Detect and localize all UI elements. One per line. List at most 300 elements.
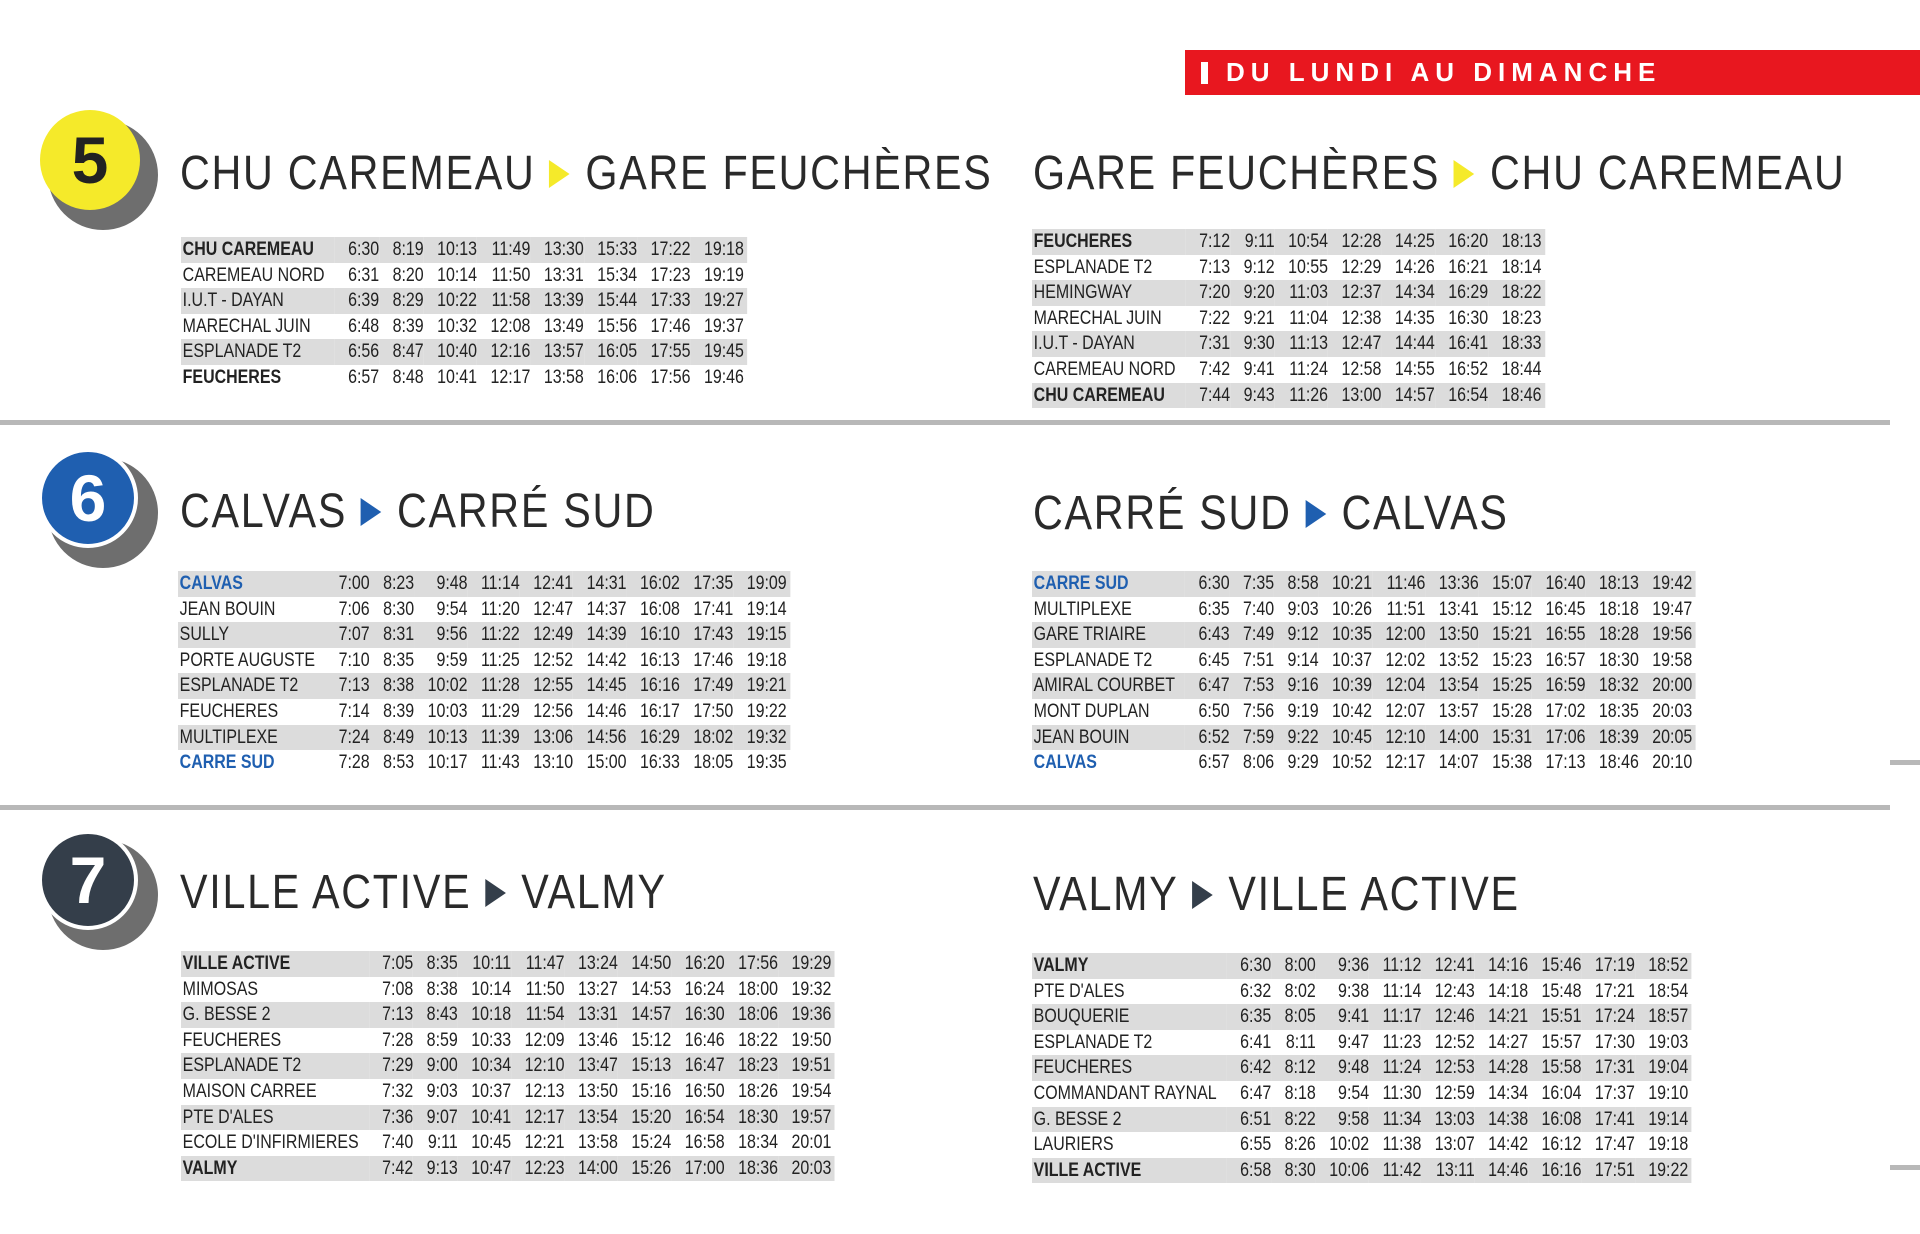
departure-time: 11:42 xyxy=(1369,1158,1421,1184)
departure-time: 17:46 xyxy=(637,314,690,340)
timetable-row xyxy=(181,951,835,977)
departure-time: 14:25 xyxy=(1381,229,1434,255)
departure-time: 15:16 xyxy=(618,1079,671,1105)
departure-time: 9:38 xyxy=(1316,979,1369,1005)
departure-time: 13:00 xyxy=(1328,383,1381,409)
departure-time: 17:56 xyxy=(725,951,778,977)
departure-time: 16:41 xyxy=(1435,331,1488,357)
departure-time: 7:12 xyxy=(1186,229,1231,255)
departure-time: 10:26 xyxy=(1319,597,1372,623)
departure-time: 12:17 xyxy=(477,365,530,391)
banner-bar xyxy=(1201,62,1208,84)
departure-time: 11:46 xyxy=(1372,571,1425,597)
stop-name: MAISON CARREE xyxy=(181,1079,369,1105)
days-banner xyxy=(1185,50,1920,95)
line-5-outbound-timetable xyxy=(181,237,747,391)
departure-time: 11:29 xyxy=(468,699,520,725)
stop-name: CARRE SUD xyxy=(1032,571,1185,597)
stop-name: ESPLANADE T2 xyxy=(181,339,335,365)
departure-time: 11:49 xyxy=(477,237,530,263)
direction-arrow-icon xyxy=(549,160,570,188)
departure-time: 6:42 xyxy=(1227,1055,1272,1081)
departure-time: 13:27 xyxy=(565,977,618,1003)
timetable-row xyxy=(1032,1158,1692,1184)
departure-time: 14:28 xyxy=(1475,1055,1528,1081)
departure-time: 13:46 xyxy=(565,1028,618,1054)
departure-time: 12:28 xyxy=(1328,229,1381,255)
line-number: 7 xyxy=(69,843,107,917)
departure-time: 12:47 xyxy=(1328,331,1381,357)
timetable-row xyxy=(1032,1004,1692,1030)
departure-time: 16:40 xyxy=(1532,571,1585,597)
departure-time: 8:53 xyxy=(370,750,415,776)
departure-time: 6:55 xyxy=(1227,1132,1272,1158)
departure-time: 8:12 xyxy=(1271,1055,1316,1081)
timetable-row xyxy=(181,977,835,1003)
from-stop: GARE FEUCHÈRES xyxy=(1033,147,1441,200)
departure-time: 8:38 xyxy=(370,673,415,699)
departure-time: 11:14 xyxy=(1369,979,1421,1005)
stop-name: FEUCHERES xyxy=(181,365,335,391)
departure-time: 6:43 xyxy=(1185,622,1230,648)
departure-time: 10:18 xyxy=(458,1002,511,1028)
departure-time: 14:44 xyxy=(1381,331,1434,357)
departure-time: 17:31 xyxy=(1581,1055,1634,1081)
departure-time: 6:50 xyxy=(1185,699,1230,725)
timetable-row xyxy=(1032,229,1545,255)
departure-time: 17:46 xyxy=(680,648,733,674)
departure-time: 16:55 xyxy=(1532,622,1585,648)
departure-time: 12:10 xyxy=(1372,725,1425,751)
departure-time: 13:36 xyxy=(1425,571,1478,597)
departure-time: 10:33 xyxy=(458,1028,511,1054)
timetable-row xyxy=(181,1002,835,1028)
to-stop: VALMY xyxy=(521,866,667,919)
departure-time: 19:04 xyxy=(1635,1055,1692,1081)
departure-time: 18:22 xyxy=(725,1028,778,1054)
departure-time: 14:34 xyxy=(1381,280,1434,306)
departure-time: 11:50 xyxy=(477,263,530,289)
departure-time: 7:13 xyxy=(1186,255,1231,281)
timetable-row xyxy=(178,699,790,725)
departure-time: 11:12 xyxy=(1369,953,1421,979)
stop-name: CALVAS xyxy=(178,571,325,597)
departure-time: 14:31 xyxy=(573,571,626,597)
timetable-row xyxy=(1032,255,1545,281)
departure-time: 15:31 xyxy=(1479,725,1532,751)
timetable-row xyxy=(178,750,790,776)
departure-time: 6:47 xyxy=(1227,1081,1272,1107)
departure-time: 19:42 xyxy=(1639,571,1696,597)
departure-time: 19:09 xyxy=(733,571,790,597)
departure-time: 9:47 xyxy=(1316,1030,1369,1056)
stop-name: PTE D'ALES xyxy=(181,1105,369,1131)
departure-time: 7:53 xyxy=(1230,673,1275,699)
departure-time: 9:30 xyxy=(1230,331,1275,357)
departure-time: 17:43 xyxy=(680,622,733,648)
departure-time: 16:52 xyxy=(1435,357,1488,383)
departure-time: 19:14 xyxy=(1635,1107,1692,1133)
stop-name: VILLE ACTIVE xyxy=(1032,1158,1227,1184)
departure-time: 11:14 xyxy=(468,571,520,597)
departure-time: 12:08 xyxy=(477,314,530,340)
edge-tick xyxy=(1890,760,1920,765)
departure-time: 12:21 xyxy=(511,1130,564,1156)
departure-time: 12:49 xyxy=(520,622,573,648)
departure-time: 10:45 xyxy=(458,1130,511,1156)
departure-time: 12:10 xyxy=(511,1053,564,1079)
departure-time: 9:03 xyxy=(413,1079,458,1105)
from-stop: VILLE ACTIVE xyxy=(180,866,472,919)
departure-time: 15:57 xyxy=(1528,1030,1581,1056)
departure-time: 19:45 xyxy=(691,339,748,365)
departure-time: 15:44 xyxy=(584,288,637,314)
departure-time: 14:37 xyxy=(573,597,626,623)
timetable-row xyxy=(178,622,790,648)
departure-time: 11:17 xyxy=(1369,1004,1421,1030)
departure-time: 16:29 xyxy=(1435,280,1488,306)
departure-time: 6:56 xyxy=(335,339,380,365)
departure-time: 8:20 xyxy=(379,263,424,289)
departure-time: 16:45 xyxy=(1532,597,1585,623)
line-6-inbound-timetable xyxy=(1032,571,1696,776)
departure-time: 16:08 xyxy=(627,597,680,623)
departure-time: 12:37 xyxy=(1328,280,1381,306)
departure-time: 19:18 xyxy=(733,648,790,674)
departure-time: 9:22 xyxy=(1274,725,1319,751)
departure-time: 19:14 xyxy=(733,597,790,623)
timetable-row xyxy=(181,1028,835,1054)
departure-time: 16:02 xyxy=(627,571,680,597)
departure-time: 15:28 xyxy=(1479,699,1532,725)
departure-time: 15:46 xyxy=(1528,953,1581,979)
departure-time: 9:12 xyxy=(1230,255,1275,281)
line-7-badge xyxy=(38,830,138,930)
departure-time: 16:57 xyxy=(1532,648,1585,674)
timetable-row xyxy=(1032,979,1692,1005)
departure-time: 15:51 xyxy=(1528,1004,1581,1030)
departure-time: 13:10 xyxy=(520,750,573,776)
departure-time: 17:21 xyxy=(1581,979,1634,1005)
stop-name: ESPLANADE T2 xyxy=(1032,1030,1227,1056)
departure-time: 12:43 xyxy=(1421,979,1474,1005)
departure-time: 9:16 xyxy=(1274,673,1319,699)
departure-time: 9:43 xyxy=(1230,383,1275,409)
timetable-row xyxy=(1032,383,1545,409)
departure-time: 16:59 xyxy=(1532,673,1585,699)
departure-time: 8:39 xyxy=(379,314,424,340)
departure-time: 11:20 xyxy=(468,597,520,623)
stop-name: CAREMEAU NORD xyxy=(1032,357,1186,383)
departure-time: 17:35 xyxy=(680,571,733,597)
departure-time: 14:42 xyxy=(1475,1132,1528,1158)
departure-time: 16:10 xyxy=(627,622,680,648)
departure-time: 18:57 xyxy=(1635,1004,1692,1030)
departure-time: 14:38 xyxy=(1475,1107,1528,1133)
departure-time: 13:50 xyxy=(565,1079,618,1105)
departure-time: 9:00 xyxy=(413,1053,458,1079)
departure-time: 14:56 xyxy=(573,725,626,751)
departure-time: 10:21 xyxy=(1319,571,1372,597)
departure-time: 19:57 xyxy=(778,1105,835,1131)
departure-time: 19:32 xyxy=(778,977,835,1003)
timetable-row xyxy=(1032,597,1696,623)
line-5-heading-outbound xyxy=(180,146,993,201)
departure-time: 10:34 xyxy=(458,1053,511,1079)
departure-time: 17:30 xyxy=(1581,1030,1634,1056)
stop-name: FEUCHERES xyxy=(178,699,325,725)
timetable-row xyxy=(181,339,747,365)
departure-time: 16:20 xyxy=(1435,229,1488,255)
timetable-row xyxy=(181,1053,835,1079)
departure-time: 19:03 xyxy=(1635,1030,1692,1056)
departure-time: 8:26 xyxy=(1271,1132,1316,1158)
departure-time: 19:54 xyxy=(778,1079,835,1105)
departure-time: 11:54 xyxy=(511,1002,564,1028)
departure-time: 18:30 xyxy=(725,1105,778,1131)
departure-time: 9:56 xyxy=(414,622,467,648)
departure-time: 14:00 xyxy=(1425,725,1478,751)
departure-time: 9:59 xyxy=(414,648,467,674)
departure-time: 10:03 xyxy=(414,699,467,725)
timetable-row xyxy=(1032,357,1545,383)
departure-time: 11:30 xyxy=(1369,1081,1421,1107)
timetable-row xyxy=(1032,673,1696,699)
departure-time: 19:21 xyxy=(733,673,790,699)
timetable-row xyxy=(1032,750,1696,776)
departure-time: 17:24 xyxy=(1581,1004,1634,1030)
departure-time: 7:36 xyxy=(369,1105,414,1131)
departure-time: 8:19 xyxy=(379,237,424,263)
departure-time: 13:39 xyxy=(530,288,583,314)
departure-time: 12:55 xyxy=(520,673,573,699)
departure-time: 9:58 xyxy=(1316,1107,1369,1133)
timetable-row xyxy=(181,1130,835,1156)
departure-time: 16:54 xyxy=(1435,383,1488,409)
departure-time: 12:46 xyxy=(1421,1004,1474,1030)
departure-time: 14:55 xyxy=(1381,357,1434,383)
departure-time: 9:03 xyxy=(1274,597,1319,623)
departure-time: 19:47 xyxy=(1639,597,1696,623)
departure-time: 10:41 xyxy=(458,1105,511,1131)
departure-time: 12:52 xyxy=(520,648,573,674)
line-5-badge xyxy=(40,110,140,210)
departure-time: 17:06 xyxy=(1532,725,1585,751)
departure-time: 8:00 xyxy=(1271,953,1316,979)
departure-time: 7:40 xyxy=(1230,597,1275,623)
departure-time: 18:23 xyxy=(725,1053,778,1079)
departure-time: 9:11 xyxy=(413,1130,458,1156)
departure-time: 8:47 xyxy=(379,339,424,365)
departure-time: 11:25 xyxy=(468,648,520,674)
departure-time: 15:00 xyxy=(573,750,626,776)
departure-time: 11:03 xyxy=(1275,280,1328,306)
departure-time: 7:20 xyxy=(1186,280,1231,306)
departure-time: 18:02 xyxy=(680,725,733,751)
line-6-heading-inbound xyxy=(1033,486,1509,541)
departure-time: 8:49 xyxy=(370,725,415,751)
departure-time: 20:00 xyxy=(1639,673,1696,699)
departure-time: 18:32 xyxy=(1585,673,1638,699)
timetable-row xyxy=(1032,648,1696,674)
departure-time: 12:23 xyxy=(511,1156,564,1182)
departure-time: 9:48 xyxy=(414,571,467,597)
departure-time: 8:59 xyxy=(413,1028,458,1054)
from-stop: CHU CAREMEAU xyxy=(180,147,536,200)
departure-time: 8:18 xyxy=(1271,1081,1316,1107)
departure-time: 15:13 xyxy=(618,1053,671,1079)
departure-time: 11:23 xyxy=(1369,1030,1421,1056)
departure-time: 16:30 xyxy=(671,1002,724,1028)
departure-time: 7:42 xyxy=(369,1156,414,1182)
departure-time: 18:39 xyxy=(1585,725,1638,751)
departure-time: 12:09 xyxy=(511,1028,564,1054)
departure-time: 8:05 xyxy=(1271,1004,1316,1030)
departure-time: 7:08 xyxy=(369,977,414,1003)
departure-time: 8:02 xyxy=(1271,979,1316,1005)
departure-time: 18:30 xyxy=(1585,648,1638,674)
departure-time: 16:16 xyxy=(627,673,680,699)
departure-time: 18:28 xyxy=(1585,622,1638,648)
departure-time: 11:04 xyxy=(1275,306,1328,332)
departure-time: 19:22 xyxy=(1635,1158,1692,1184)
direction-arrow-icon xyxy=(1454,160,1475,188)
departure-time: 11:26 xyxy=(1275,383,1328,409)
departure-time: 18:34 xyxy=(725,1130,778,1156)
departure-time: 10:35 xyxy=(1319,622,1372,648)
departure-time: 10:32 xyxy=(424,314,477,340)
departure-time: 10:45 xyxy=(1319,725,1372,751)
departure-time: 12:02 xyxy=(1372,648,1425,674)
to-stop: VILLE ACTIVE xyxy=(1228,868,1520,921)
departure-time: 13:49 xyxy=(530,314,583,340)
timetable-row xyxy=(1032,1132,1692,1158)
stop-name: ESPLANADE T2 xyxy=(178,673,325,699)
stop-name: COMMANDANT RAYNAL xyxy=(1032,1081,1227,1107)
departure-time: 6:47 xyxy=(1185,673,1230,699)
departure-time: 7:14 xyxy=(325,699,370,725)
departure-time: 18:26 xyxy=(725,1079,778,1105)
stop-name: CHU CAREMEAU xyxy=(1032,383,1186,409)
departure-time: 15:34 xyxy=(584,263,637,289)
stop-name: VILLE ACTIVE xyxy=(181,951,369,977)
departure-time: 14:50 xyxy=(618,951,671,977)
to-stop: CALVAS xyxy=(1341,487,1509,540)
departure-time: 16:58 xyxy=(671,1130,724,1156)
departure-time: 19:22 xyxy=(733,699,790,725)
stop-name: AMIRAL COURBET xyxy=(1032,673,1185,699)
timetable-row xyxy=(181,1156,835,1182)
departure-time: 16:12 xyxy=(1528,1132,1581,1158)
departure-time: 17:19 xyxy=(1581,953,1634,979)
departure-time: 11:13 xyxy=(1275,331,1328,357)
departure-time: 7:13 xyxy=(325,673,370,699)
departure-time: 13:03 xyxy=(1421,1107,1474,1133)
departure-time: 7:10 xyxy=(325,648,370,674)
departure-time: 14:46 xyxy=(1475,1158,1528,1184)
departure-time: 8:06 xyxy=(1230,750,1275,776)
departure-time: 18:35 xyxy=(1585,699,1638,725)
departure-time: 11:39 xyxy=(468,725,520,751)
departure-time: 13:07 xyxy=(1421,1132,1474,1158)
departure-time: 8:31 xyxy=(370,622,415,648)
departure-time: 10:39 xyxy=(1319,673,1372,699)
line-6-badge xyxy=(38,448,138,548)
timetable-row xyxy=(1032,1081,1692,1107)
stop-name: CARRE SUD xyxy=(178,750,325,776)
departure-time: 6:32 xyxy=(1227,979,1272,1005)
departure-time: 7:56 xyxy=(1230,699,1275,725)
edge-tick xyxy=(1890,1165,1920,1170)
departure-time: 6:31 xyxy=(335,263,380,289)
departure-time: 6:52 xyxy=(1185,725,1230,751)
departure-time: 6:39 xyxy=(335,288,380,314)
stop-name: CHU CAREMEAU xyxy=(181,237,335,263)
departure-time: 14:45 xyxy=(573,673,626,699)
departure-time: 10:14 xyxy=(424,263,477,289)
departure-time: 9:07 xyxy=(413,1105,458,1131)
timetable-row xyxy=(1032,306,1545,332)
departure-time: 16:24 xyxy=(671,977,724,1003)
timetable-row xyxy=(178,673,790,699)
departure-time: 11:38 xyxy=(1369,1132,1421,1158)
departure-time: 6:57 xyxy=(335,365,380,391)
departure-time: 19:27 xyxy=(691,288,748,314)
departure-time: 18:46 xyxy=(1488,383,1545,409)
departure-time: 15:56 xyxy=(584,314,637,340)
line-7-outbound-timetable xyxy=(181,951,835,1181)
departure-time: 10:42 xyxy=(1319,699,1372,725)
direction-arrow-icon xyxy=(485,879,506,907)
line-number: 5 xyxy=(71,123,109,197)
departure-time: 16:47 xyxy=(671,1053,724,1079)
departure-time: 13:31 xyxy=(565,1002,618,1028)
departure-time: 17:22 xyxy=(637,237,690,263)
departure-time: 15:24 xyxy=(618,1130,671,1156)
departure-time: 16:46 xyxy=(671,1028,724,1054)
departure-time: 8:48 xyxy=(379,365,424,391)
departure-time: 7:28 xyxy=(325,750,370,776)
timetable-row xyxy=(178,648,790,674)
departure-time: 19:36 xyxy=(778,1002,835,1028)
departure-time: 9:48 xyxy=(1316,1055,1369,1081)
departure-time: 16:50 xyxy=(671,1079,724,1105)
departure-time: 9:20 xyxy=(1230,280,1275,306)
from-stop: VALMY xyxy=(1033,868,1179,921)
departure-time: 19:15 xyxy=(733,622,790,648)
stop-name: JEAN BOUIN xyxy=(178,597,325,623)
stop-name: VALMY xyxy=(1032,953,1227,979)
departure-time: 6:57 xyxy=(1185,750,1230,776)
departure-time: 13:41 xyxy=(1425,597,1478,623)
departure-time: 14:39 xyxy=(573,622,626,648)
departure-time: 15:20 xyxy=(618,1105,671,1131)
departure-time: 13:57 xyxy=(1425,699,1478,725)
departure-time: 11:47 xyxy=(511,951,564,977)
departure-time: 17:23 xyxy=(637,263,690,289)
departure-time: 8:39 xyxy=(370,699,415,725)
departure-time: 12:17 xyxy=(511,1105,564,1131)
stop-name: CALVAS xyxy=(1032,750,1185,776)
stop-name: HEMINGWAY xyxy=(1032,280,1186,306)
departure-time: 15:21 xyxy=(1479,622,1532,648)
departure-time: 7:49 xyxy=(1230,622,1275,648)
section-separator xyxy=(0,805,1890,810)
line-5-heading-inbound xyxy=(1033,146,1846,201)
departure-time: 11:28 xyxy=(468,673,520,699)
departure-time: 6:35 xyxy=(1227,1004,1272,1030)
departure-time: 6:58 xyxy=(1227,1158,1272,1184)
